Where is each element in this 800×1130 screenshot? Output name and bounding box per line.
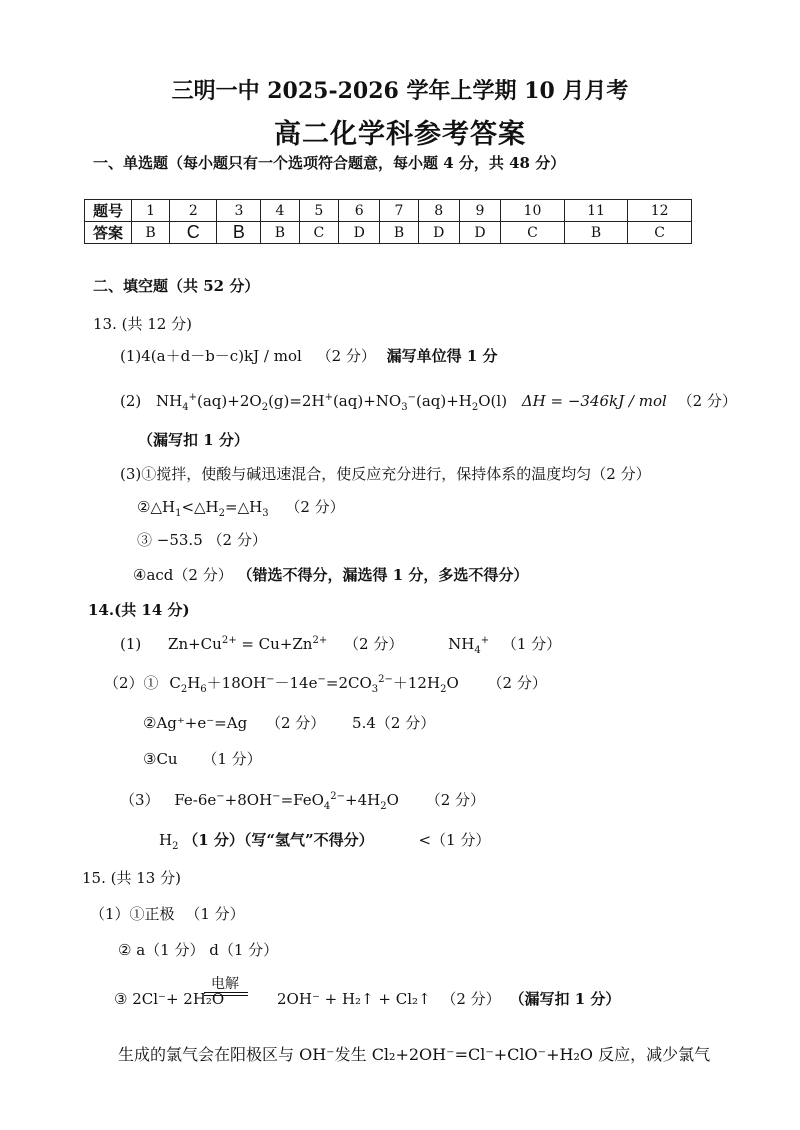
question-number: 12 xyxy=(628,200,692,222)
question-number: 10 xyxy=(501,200,565,222)
q13-part1 xyxy=(120,346,498,366)
section2-heading: 二、填空题（共 52 分） xyxy=(93,277,260,295)
q15-heading: 15. (共 13 分) xyxy=(82,869,181,887)
q14-p2-2-eq: ②Ag⁺+e⁻=Ag xyxy=(143,714,248,732)
row-label-answer: 答案 xyxy=(85,222,132,244)
q13-p2-equation: $NH_4^+(aq)+2O_2(g)=2H^+(aq)+NO_3^-(aq)+H_2O(l)$ xyxy=(156,392,508,413)
q15-p1-label: （1）①正极 xyxy=(90,905,175,923)
q13-p1-score: （2 分） xyxy=(316,347,376,365)
q14-p3-equation: $Fe-6e^-+8OH^-=FeO_4^{2-}+4H_2O$ xyxy=(174,791,399,812)
q14-part2-1 xyxy=(104,673,547,693)
q15-eq-right: 2OH⁻ + H₂↑ + Cl₂↑ xyxy=(277,990,431,1008)
q14-lt-answer: <（1 分） xyxy=(418,831,491,849)
q14-p3-label: （3） xyxy=(120,791,160,809)
q13-p3-2-score: （2 分） xyxy=(285,498,345,516)
q14-p2-score: （2 分） xyxy=(487,674,547,692)
q13-part2 xyxy=(120,391,737,411)
q15-p1-score: （1 分） xyxy=(185,905,245,923)
question-number: 8 xyxy=(418,200,459,222)
table-row xyxy=(85,200,692,222)
q14-p1-ion: NH xyxy=(448,635,475,653)
q14-p3-score: （2 分） xyxy=(425,791,486,809)
q13-p3-2a: ②△H xyxy=(137,498,176,516)
question-number: 7 xyxy=(380,200,418,222)
question-number: 1 xyxy=(132,200,170,222)
section1-heading: 一、单选题（每小题只有一个选项符合题意，每小题 4 分，共 48 分） xyxy=(93,154,566,172)
q14-p2-equation: $C_2H_6+18OH^--14e^-=2CO_3^{2-}+12H_2O$ xyxy=(169,674,459,695)
answer-cell: C xyxy=(299,222,339,244)
q15-explanation: 生成的氯气会在阳极区与 OH⁻发生 Cl₂+2OH⁻=Cl⁻+ClO⁻+H₂O 反应，减少氯气 xyxy=(118,1045,711,1064)
exam-title: 三明一中 2025-2026 学年上学期 10 月月考 xyxy=(171,78,629,104)
answer-cell: D xyxy=(459,222,500,244)
row-label-number: 题号 xyxy=(85,200,132,222)
q14-p1-ion-score: （1 分） xyxy=(501,635,562,653)
q15-eq-left: ③ 2Cl⁻+ 2H₂O xyxy=(114,990,225,1008)
q13-p2-note: （漏写扣 1 分） xyxy=(138,431,249,449)
q15-p3-note: （漏写扣 1 分） xyxy=(509,990,621,1008)
q13-p1-expr: 4(a＋d－b－c)kJ / mol xyxy=(141,347,302,365)
q13-p2-dh: ΔH = −346kJ / mol xyxy=(521,392,667,410)
q14-p2-2-score: （2 分） xyxy=(265,714,326,732)
answer-cell: C xyxy=(628,222,692,244)
q13-p1-note: 漏写单位得 1 分 xyxy=(386,347,498,365)
q14-part3 xyxy=(120,790,485,810)
q14-p2-2-value: 5.4（2 分） xyxy=(352,714,436,732)
question-number: 6 xyxy=(339,200,380,222)
q15-p3-score: （2 分） xyxy=(441,990,501,1008)
q13-p3-2c: =△H xyxy=(225,498,263,516)
answer-cell: D xyxy=(418,222,459,244)
q13-part3-2: $②\triangle H_1<\triangle H_2=\triangle H_3$ （2 分） xyxy=(137,498,345,519)
q14-part2-2 xyxy=(143,713,435,733)
question-number: 2 xyxy=(170,200,217,222)
q14-p1-label: (1) xyxy=(120,635,142,653)
question-number: 3 xyxy=(217,200,261,222)
q14-p1-equation: $Zn+Cu^{2+} = Cu+Zn^{2+}$ xyxy=(168,635,328,653)
q13-part3-4 xyxy=(133,565,528,585)
q14-h2: $H_2$ xyxy=(159,831,179,852)
q13-p3-4b: （错选不得分，漏选得 1 分，多选不得分） xyxy=(237,566,529,584)
q15-part2: ② a（1 分） d（1 分） xyxy=(118,941,279,959)
q14-heading: 14.(共 14 分) xyxy=(88,601,190,619)
q15-electrolysis-label: 电解 xyxy=(211,976,239,992)
question-number: 5 xyxy=(299,200,339,222)
answer-cell: D xyxy=(339,222,380,244)
q14-p2-label: （2）① xyxy=(104,674,159,692)
answer-cell: C xyxy=(170,222,217,244)
q14-p2-3-text: ③Cu xyxy=(143,750,178,768)
question-number: 4 xyxy=(261,200,299,222)
q13-p3-2b: <△H xyxy=(181,498,219,516)
q14-part1: (1) $Zn+Cu^{2+} = Cu+Zn^{2+}$ （2 分） $NH_4^+$ （1 分） xyxy=(120,635,562,656)
q14-p2-3-score: （1 分） xyxy=(202,750,262,768)
answer-cell: B xyxy=(132,222,170,244)
answer-cell: C xyxy=(501,222,565,244)
q13-p3-4a: ④acd（2 分） xyxy=(133,566,233,584)
answer-cell: B xyxy=(217,222,261,244)
answer-cell: B xyxy=(261,222,299,244)
q13-p3-1-text: ①搅拌，使酸与碱迅速混合，使反应充分进行，保持体系的温度均匀（2 分） xyxy=(141,465,651,483)
q13-part3-3: ③ −53.5 （2 分） xyxy=(137,531,267,549)
answer-table xyxy=(84,199,692,244)
q13-p1-label: (1) xyxy=(120,347,142,365)
q13-p2-score: （2 分） xyxy=(677,392,737,410)
q14-h2-note: （1 分）（写“氢气”不得分） xyxy=(183,831,374,849)
q13-p3-label: (3) xyxy=(120,465,142,483)
q15-part1 xyxy=(90,904,245,924)
q14-part3-h2 xyxy=(159,830,490,850)
q14-p1-score: （2 分） xyxy=(344,635,404,653)
table-row xyxy=(85,222,692,244)
q13-part3-1 xyxy=(120,464,651,484)
q15-part3 xyxy=(114,989,620,1009)
answer-key-title: 高二化学科参考答案 xyxy=(274,119,526,150)
q13-p2-label: (2) xyxy=(120,392,142,410)
answer-cell: B xyxy=(564,222,628,244)
question-number: 11 xyxy=(564,200,628,222)
q14-part2-3 xyxy=(143,749,262,769)
answer-cell: B xyxy=(380,222,418,244)
q13-heading: 13. (共 12 分) xyxy=(93,315,192,333)
question-number: 9 xyxy=(459,200,500,222)
